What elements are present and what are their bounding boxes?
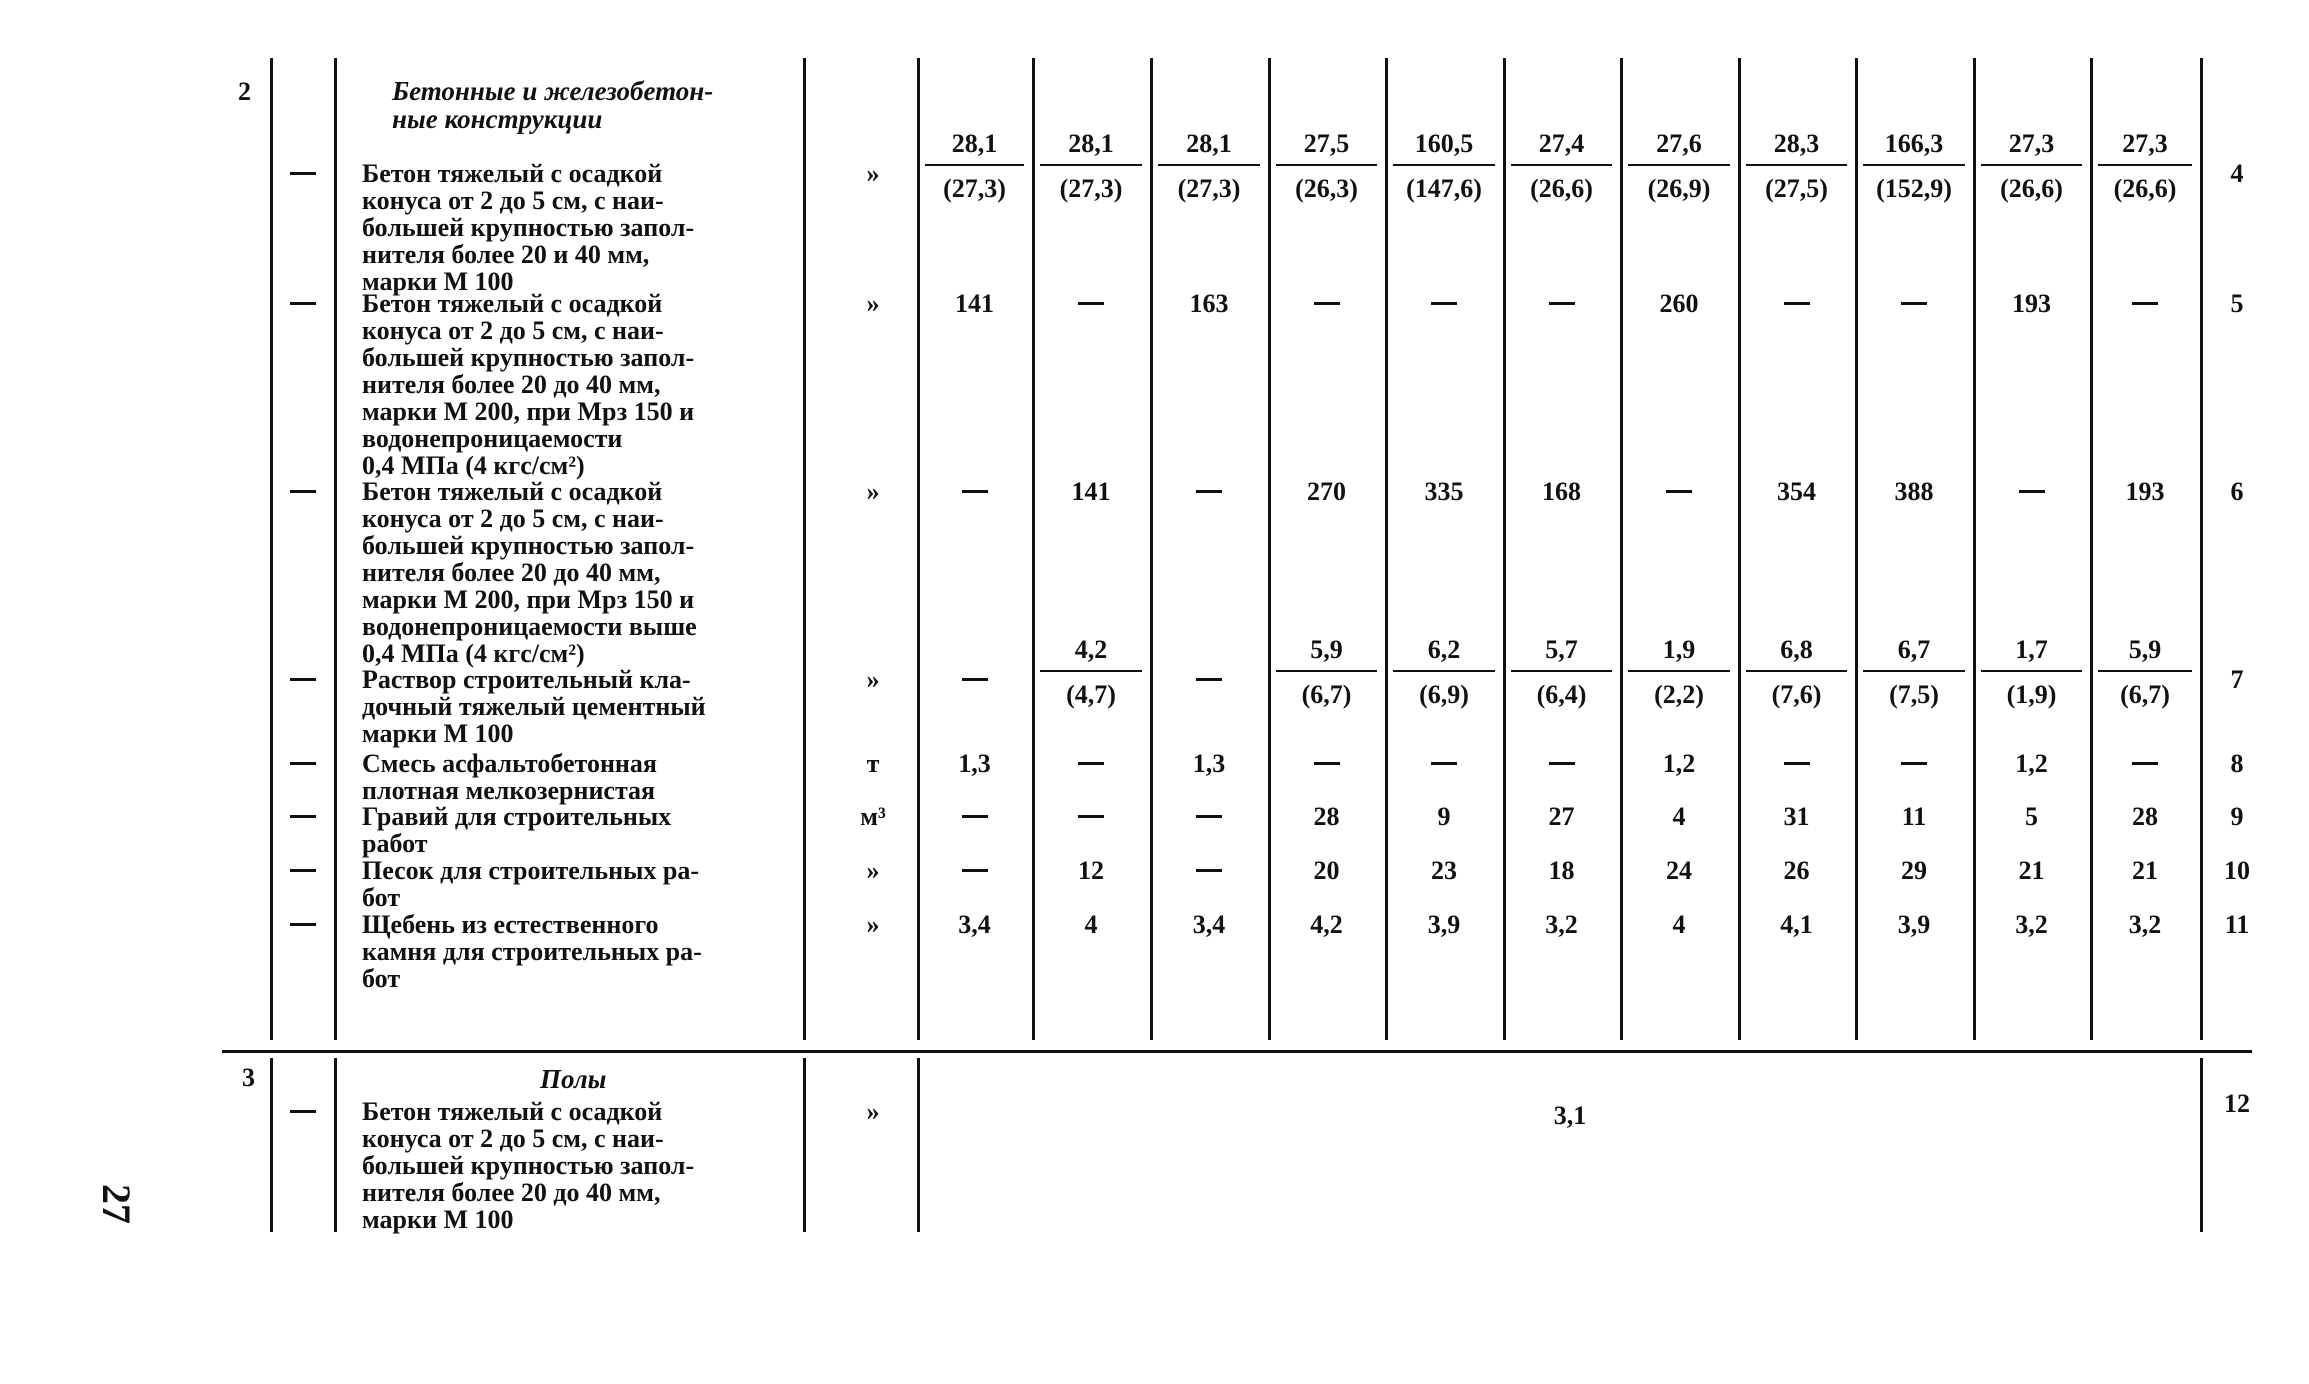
fraction-bar (1746, 164, 1847, 166)
row-marker-dash (290, 762, 316, 765)
row-number: 4 (2230, 159, 2244, 188)
value-cell: 141 (955, 289, 994, 318)
column-rule (1973, 58, 1976, 1040)
page-number: 27 (94, 1184, 139, 1224)
value-cell: 18 (1548, 856, 1575, 885)
value-fraction (1268, 636, 1385, 708)
row-description-line: марки М 100 (362, 1205, 514, 1234)
row-description-line: большей крупностью запол- (362, 343, 695, 372)
value-cell: 4,2 (1310, 910, 1343, 939)
value-dash (1196, 490, 1222, 493)
fraction-numerator: 5,9 (1310, 635, 1343, 664)
row-description-line: камня для строительных ра- (362, 937, 702, 966)
row-number: 11 (2224, 910, 2250, 939)
value-cell: 1,3 (958, 749, 991, 778)
column-rule (1738, 58, 1741, 1040)
row-marker-dash (290, 1110, 316, 1113)
value-fraction (1150, 130, 1268, 202)
fraction-bar (1863, 164, 1965, 166)
value-dash (1549, 762, 1575, 765)
value-cell: 26 (1783, 856, 1810, 885)
fraction-numerator: 1,9 (1662, 635, 1696, 664)
value-cell: 4,1 (1780, 910, 1813, 939)
value-cell: 21 (2132, 856, 2158, 885)
value-dash (1314, 762, 1340, 765)
value-cell: 12 (1078, 856, 1104, 885)
value-fraction (1503, 130, 1620, 202)
row-number: 9 (2230, 802, 2244, 831)
row-description-line: марки М 200, при Мрз 150 и (362, 585, 695, 614)
fraction-numerator: 5,9 (2128, 635, 2162, 664)
fraction-numerator: 27,5 (1303, 129, 1350, 158)
section-title-line1: Бетонные и железобетон- (392, 76, 714, 106)
fraction-denominator: (27,5) (1765, 174, 1828, 203)
fraction-denominator: (27,3) (1059, 174, 1123, 203)
fraction-bar (1511, 164, 1612, 166)
fraction-numerator: 27,3 (2122, 129, 2168, 158)
row-description-line: работ (362, 829, 428, 858)
fraction-denominator: (147,6) (1406, 174, 1482, 203)
row-unit: » (866, 665, 880, 694)
value-fraction (1032, 636, 1150, 708)
value-dash (2132, 302, 2158, 305)
value-fraction (1268, 130, 1385, 202)
fraction-denominator: (7,5) (1889, 680, 1939, 709)
value-cell: 23 (1431, 856, 1457, 885)
value-cell: 29 (1901, 856, 1927, 885)
value-dash (1784, 302, 1810, 305)
fraction-bar (1276, 670, 1377, 672)
row-marker-dash (290, 172, 316, 175)
column-rule (2200, 58, 2203, 1040)
fraction-denominator: (4,7) (1066, 680, 1116, 709)
value-fraction (1855, 130, 1973, 202)
row-description-line: марки М 100 (362, 719, 514, 748)
fraction-denominator: (26,6) (2113, 174, 2177, 203)
value-cell: 28 (1313, 802, 1340, 831)
fraction-numerator: 4,2 (1074, 635, 1108, 664)
value-cell: 1,3 (1192, 749, 1226, 778)
row-description-line: Бетон тяжелый с осадкой (362, 289, 663, 318)
row-unit: » (866, 1097, 880, 1126)
row-description-line: конуса от 2 до 5 см, с наи- (362, 504, 664, 533)
value-fraction (1973, 636, 2090, 708)
fraction-bar (2098, 670, 2192, 672)
fraction-denominator: (6,7) (2120, 680, 2170, 709)
column-rule (917, 1058, 920, 1232)
value-fraction (2090, 636, 2200, 708)
value-fraction (1620, 636, 1738, 708)
fraction-denominator: (26,3) (1295, 174, 1358, 203)
value-dash (2019, 490, 2045, 493)
value-cell: 3,2 (2128, 910, 2162, 939)
column-rule (1385, 58, 1388, 1040)
value-cell: 24 (1666, 856, 1692, 885)
column-rule (803, 58, 806, 1040)
value-cell: 3,4 (1192, 910, 1226, 939)
value-dash (1196, 815, 1222, 818)
value-cell: 3,9 (1897, 910, 1931, 939)
value-cell: 1,2 (2015, 749, 2048, 778)
value-cell: 168 (1542, 477, 1581, 506)
fraction-numerator: 5,7 (1545, 635, 1578, 664)
value-dash (1666, 490, 1692, 493)
row-marker-dash (290, 923, 316, 926)
value-cell: 335 (1424, 477, 1464, 506)
value-fraction (1738, 130, 1855, 202)
value-cell: 3,2 (2015, 910, 2048, 939)
row-description-line: Бетон тяжелый с осадкой (362, 477, 663, 506)
column-rule (2200, 1058, 2203, 1232)
value-dash (1901, 302, 1927, 305)
fraction-bar (1393, 670, 1495, 672)
row-unit: » (866, 856, 880, 885)
row-unit: » (866, 289, 880, 318)
fraction-bar (1746, 670, 1847, 672)
value-dash (1431, 302, 1457, 305)
value-cell: 193 (2125, 477, 2165, 506)
row-description-line: большей крупностью запол- (362, 213, 695, 242)
fraction-numerator: 6,2 (1427, 635, 1461, 664)
fraction-denominator: (6,7) (1301, 680, 1352, 709)
row-marker-dash (290, 815, 316, 818)
value-dash (1078, 815, 1104, 818)
fraction-bar (1981, 164, 2082, 166)
row-description-line: бот (362, 964, 401, 993)
row-description-line: конуса от 2 до 5 см, с наи- (362, 186, 664, 215)
value-cell: 11 (1901, 802, 1927, 831)
value-cell: 4 (1672, 910, 1686, 939)
fraction-bar (2098, 164, 2192, 166)
value-dash (962, 678, 988, 681)
row-marker-dash (290, 490, 316, 493)
row-description-line: марки М 200, при Мрз 150 и (362, 397, 695, 426)
fraction-denominator: (1,9) (2006, 680, 2057, 709)
value-fraction (1620, 130, 1738, 202)
value-dash (962, 869, 988, 872)
column-rule (270, 1058, 273, 1232)
value-dash (1078, 762, 1104, 765)
row-description-line: нителя более 20 до 40 мм, (362, 1178, 661, 1207)
value-cell: 31 (1783, 802, 1810, 831)
value-dash (1431, 762, 1457, 765)
fraction-bar (1158, 164, 1260, 166)
value-cell: 270 (1307, 477, 1346, 506)
fraction-denominator: (152,9) (1876, 174, 1952, 203)
fraction-numerator: 160,5 (1414, 129, 1474, 158)
fraction-denominator: (6,4) (1536, 680, 1587, 709)
row-unit: » (866, 910, 880, 939)
fraction-bar (1628, 670, 1730, 672)
value-fraction (1385, 130, 1503, 202)
fraction-denominator: (7,6) (1771, 680, 1822, 709)
row-marker-dash (290, 302, 316, 305)
fraction-denominator: (6,9) (1419, 680, 1469, 709)
value-cell: 3,4 (958, 910, 991, 939)
row-description-line: марки М 100 (362, 267, 514, 296)
row-number: 5 (2230, 289, 2244, 318)
value-cell: 5 (2025, 802, 2038, 831)
row-description-line: Раствор строительный кла- (362, 665, 691, 694)
row-unit: » (866, 477, 880, 506)
value-dash (1196, 678, 1222, 681)
value-fraction (1855, 636, 1973, 708)
row-description-line: Щебень из естественного (362, 910, 659, 939)
row-description-line: нителя более 20 до 40 мм, (362, 370, 661, 399)
value-fraction (1385, 636, 1503, 708)
section-number: 3 (242, 1063, 255, 1092)
fraction-numerator: 28,1 (951, 129, 998, 158)
row-number: 7 (2230, 665, 2244, 694)
fraction-numerator: 27,6 (1656, 129, 1702, 158)
value-fraction (1738, 636, 1855, 708)
fraction-bar (1276, 164, 1377, 166)
row-description-line: водонепроницаемости выше (362, 612, 697, 641)
fraction-bar (1981, 670, 2082, 672)
value-dash (1314, 302, 1340, 305)
column-rule (1855, 58, 1858, 1040)
column-rule (917, 58, 920, 1040)
value-cell: 27 (1548, 802, 1575, 831)
fraction-numerator: 28,3 (1773, 129, 1820, 158)
value-dash (962, 815, 988, 818)
value-cell: 4 (1084, 910, 1098, 939)
section-number: 2 (238, 77, 251, 106)
row-description-line: 0,4 МПа (4 кгс/см²) (362, 639, 585, 668)
fraction-denominator: (26,6) (2000, 174, 2063, 203)
row-description-line: Песок для строительных ра- (362, 856, 700, 885)
fraction-numerator: 166,3 (1884, 129, 1944, 158)
value-cell: 1,2 (1662, 749, 1696, 778)
fraction-numerator: 27,3 (2008, 129, 2055, 158)
row-unit: т (866, 749, 880, 778)
value-dash (962, 490, 988, 493)
section-title: Полы (540, 1064, 607, 1094)
row-description-line: большей крупностью запол- (362, 1151, 695, 1180)
row-number: 6 (2230, 477, 2244, 506)
row-description-line: Бетон тяжелый с осадкой (362, 159, 663, 188)
row-description-line: Гравий для строительных (362, 802, 672, 831)
row-description-line: 0,4 МПа (4 кгс/см²) (362, 451, 585, 480)
column-rule (1620, 58, 1623, 1040)
value-cell: 4 (1672, 802, 1686, 831)
fraction-numerator: 1,7 (2015, 635, 2048, 664)
row-unit: м³ (860, 802, 886, 831)
fraction-bar (1393, 164, 1495, 166)
value-fraction (2090, 130, 2200, 202)
merged-value: 3,1 (1553, 1101, 1587, 1130)
row-description-line: водонепроницаемости (362, 424, 623, 453)
row-number: 10 (2224, 856, 2250, 885)
row-marker-dash (290, 869, 316, 872)
value-dash (1549, 302, 1575, 305)
value-cell: 260 (1659, 289, 1699, 318)
fraction-denominator: (26,6) (1530, 174, 1593, 203)
value-cell: 388 (1894, 477, 1934, 506)
fraction-bar (1040, 670, 1142, 672)
value-cell: 354 (1777, 477, 1816, 506)
row-description-line: конуса от 2 до 5 см, с наи- (362, 316, 664, 345)
fraction-bar (1040, 164, 1142, 166)
row-description-line: плотная мелкозернистая (362, 776, 656, 805)
value-cell: 3,2 (1545, 910, 1578, 939)
row-description-line: нителя более 20 до 40 мм, (362, 558, 661, 587)
row-description-line: большей крупностью запол- (362, 531, 695, 560)
value-dash (1196, 869, 1222, 872)
fraction-bar (1628, 164, 1730, 166)
row-number: 8 (2230, 749, 2244, 778)
fraction-denominator: (27,3) (1177, 174, 1241, 203)
section-separator (222, 1050, 2252, 1053)
row-marker-dash (290, 678, 316, 681)
value-fraction (1503, 636, 1620, 708)
column-rule (270, 58, 273, 1040)
fraction-denominator: (27,3) (943, 174, 1006, 203)
value-dash (1784, 762, 1810, 765)
fraction-numerator: 28,1 (1186, 129, 1232, 158)
column-rule (1150, 58, 1153, 1040)
row-unit: » (866, 159, 880, 188)
fraction-numerator: 28,1 (1068, 129, 1114, 158)
fraction-numerator: 6,8 (1780, 635, 1813, 664)
value-fraction (1973, 130, 2090, 202)
fraction-bar (925, 164, 1024, 166)
value-cell: 3,9 (1427, 910, 1461, 939)
section-title-line2: ные конструкции (392, 104, 603, 134)
value-fraction (1032, 130, 1150, 202)
column-rule (1268, 58, 1271, 1040)
value-cell: 9 (1437, 802, 1451, 831)
fraction-numerator: 27,4 (1538, 129, 1585, 158)
row-description-line: конуса от 2 до 5 см, с наи- (362, 1124, 664, 1153)
fraction-denominator: (26,9) (1647, 174, 1711, 203)
fraction-denominator: (2,2) (1654, 680, 1704, 709)
fraction-bar (1863, 670, 1965, 672)
value-dash (1901, 762, 1927, 765)
column-rule (803, 1058, 806, 1232)
value-cell: 163 (1189, 289, 1229, 318)
value-cell: 141 (1071, 477, 1111, 506)
row-description-line: нителя более 20 и 40 мм, (362, 240, 650, 269)
column-rule (334, 58, 337, 1040)
value-dash (2132, 762, 2158, 765)
fraction-numerator: 6,7 (1897, 635, 1931, 664)
fraction-bar (1511, 670, 1612, 672)
column-rule (2090, 58, 2093, 1040)
value-cell: 193 (2012, 289, 2051, 318)
row-number: 12 (2224, 1089, 2250, 1118)
value-cell: 21 (2018, 856, 2045, 885)
row-description-line: дочный тяжелый цементный (362, 692, 706, 721)
column-rule (1032, 58, 1035, 1040)
value-cell: 20 (1313, 856, 1340, 885)
value-fraction (917, 130, 1032, 202)
row-description-line: Бетон тяжелый с осадкой (362, 1097, 663, 1126)
value-cell: 28 (2132, 802, 2158, 831)
row-description-line: Смесь асфальтобетонная (362, 749, 657, 778)
row-description-line: бот (362, 883, 401, 912)
value-dash (1078, 302, 1104, 305)
column-rule (334, 1058, 337, 1232)
column-rule (1503, 58, 1506, 1040)
